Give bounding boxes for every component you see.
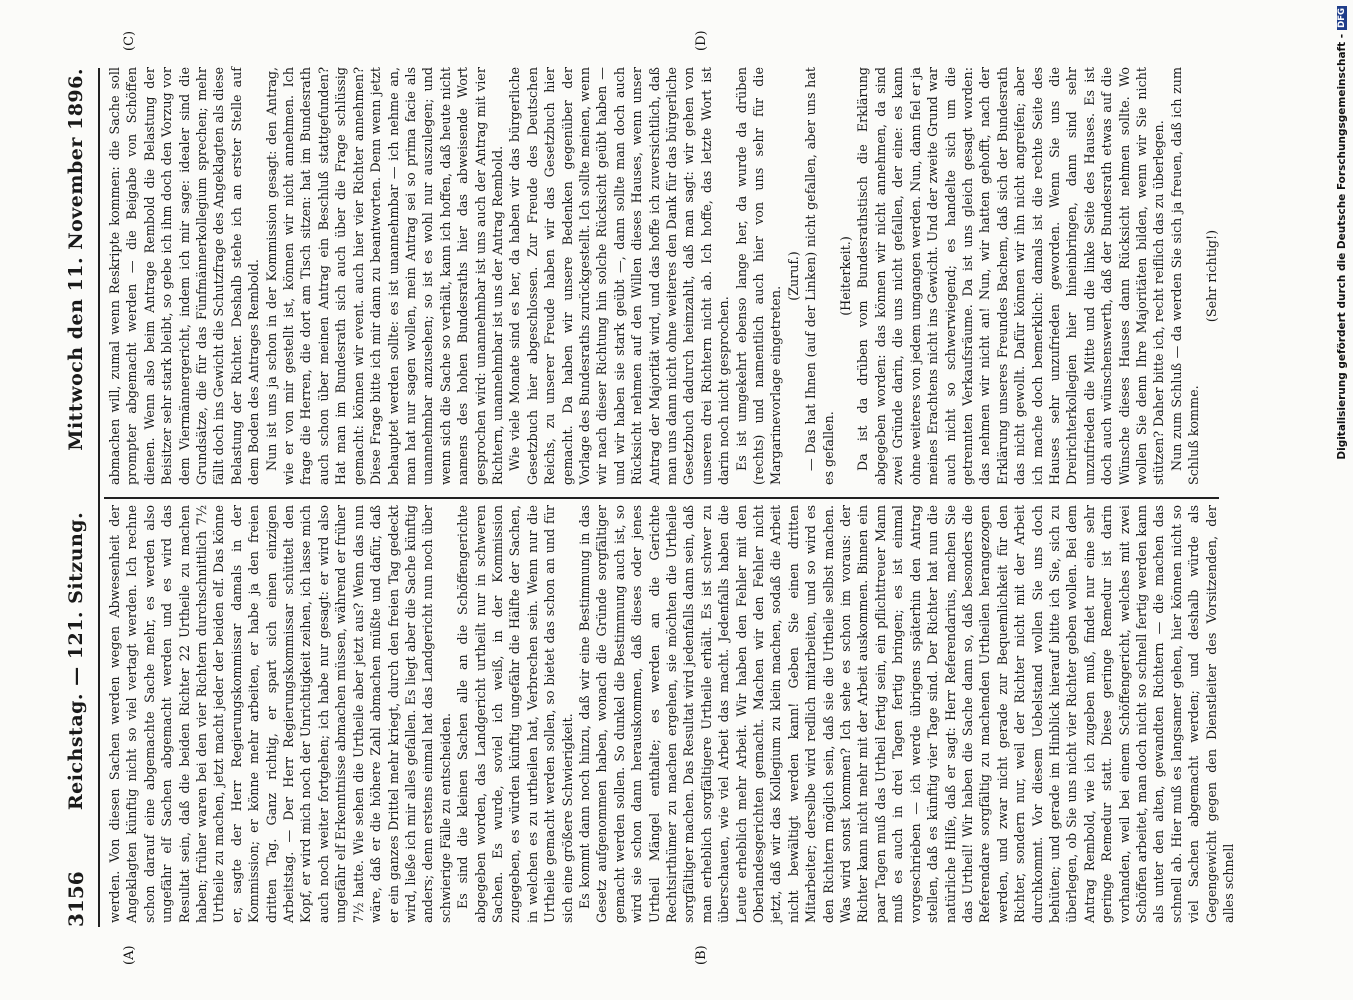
interjection: (Heiterkeit.)	[838, 236, 854, 316]
header-rule	[98, 68, 100, 927]
session-title: Reichstag. — 121. Sitzung.	[65, 511, 87, 811]
dfg-logo: DFG	[1337, 8, 1347, 28]
page-header	[56, 68, 96, 927]
session-date: Mittwoch den 11. November 1896.	[65, 68, 87, 451]
margin-mark-c: (C)	[122, 30, 137, 51]
digitization-text: Digitalisierung gefördert durch die Deutsche Forschungsgemeinschaft -	[1336, 33, 1348, 460]
paragraph: Wie viele Monate sind es her, da haben wir das bürgerliche Gesetzbuch hier abgeschlossen. Zur Freude des Deutschen Reichs, zu unserer Freude haben wir das Gesetzbuch hier gemacht. Da haben wir unsere Bedenken gegenüber der Vorlage des Bundesraths zurückgestellt. Ich sollte meinen, wenn wir nach dieser Richtung hin solche Rücksicht geübt haben — und wir haben sie stark geübt —, dann sollte man doch auch Rücksicht nehmen auf den Willen dieses Hauses, wenn unser Antrag der Majorität wird, und das hoffe ich zuversichtlich, daß man uns dann nicht ohne weiteres den Dank für das bürgerliche Gesetzbuch dadurch heimzahlt, daß man sagt: wir gehen von unseren drei Richtern nicht ab. Ich hoffe, das letzte Wort ist darin noch nicht gesprochen.	[507, 67, 732, 485]
paragraph: Da ist da drüben vom Bundesrathstisch die Erklärung abgegeben worden: das können wir nicht annehmen, da sind zwei Gründe darin, die uns nicht gefallen, der eine: es kann ohne weiteres von jedem umgangen werden. Nun, dann fiel er ja meines Erachtens nicht ins Gewicht. Und der zweite Grund war auch nicht so schwerwiegend; es handelte sich um die getrennten Verkaufsräume. Da ist uns gleich gesagt worden: das nehmen wir nicht an! Nun, wir hatten gehofft, nach der Erklärung unseres Freundes Bachem, daß sich der Bundesrath das nicht gewollt. Dafür können wir ihn nicht angreifen; aber ich mache doch bemerklich: damals ist die rechte Seite des Hauses sehr unzufrieden geworden. Wenn Sie uns die Dreirichterkollegien hier hineinbringen, dann sind sehr unzufrieden die Mitte und die linke Seite des Hauses. Es ist doch auch wünschenswerth, daß der Bundesrath etwas auf die Wünsche dieses Hauses dann Rücksicht nehmen sollte. Wo wollen Sie denn Ihre Majoritäten bilden, wenn wir Sie nicht stützen? Daher bitte ich, recht reiflich das zu überlegen.	[855, 67, 1167, 485]
left-text-column	[106, 505, 1236, 923]
interjection: (Sehr richtig!)	[1203, 229, 1219, 323]
paragraph: Nun ist uns ja schon in der Kommission gesagt: den Antrag, wie er von mir gestellt ist, können wir nicht annehmen. Ich frage die Herren, die dort am Tisch sitzen: hat im Bundesrath auch schon über meinen Antrag ein Beschluß stattgefunden? Hat man im Bundesrath sich auch über die Frage schlüssig gemacht: können wir event. auch hier vier Richter annehmen? Diese Frage bitte ich mir dann zu beantworten. Denn wenn jetzt behauptet werden sollte: es ist unannehmbar — ich nehme an, man hat nur sagen wollen, mein Antrag sei so prima facie als unannehmbar anzusehen; so ist es wohl nur auszulegen; und wenn sich die Sache so verhält, kann ich hoffen, daß heute nicht namens des hohen Bundesraths hier das abweisende Wort gesprochen wird: unannehmbar ist uns auch der Antrag mit vier Richtern, unannehmbar ist uns der Antrag Rembold.	[263, 67, 505, 485]
paragraph: Nun zum Schluß — da werden Sie sich ja freuen, daß ich zum Schluß komme.	[1168, 67, 1202, 485]
column-divider	[104, 497, 1219, 499]
paragraph: Es sind die kleinen Sachen alle an die Schöffengerichte abgegeben worden, das Landgericht urtheilt nur in schweren Sachen. Es wurde, soviel ich weiß, in der Kommission zugegeben, es würden künftig ungefähr die Hälfte der Sachen, in welchen es zu urtheilen hat, Verbrechen sein. Wenn nur die Urtheile gemacht werden sollen, so bietet das schon an und für sich eine größere Schwierigkeit.	[455, 505, 575, 923]
margin-mark-a: (A)	[122, 945, 137, 965]
paragraph: werden. Von diesen Sachen werden wegen Abwesenheit der Angeklagten künftig nicht so viel vertagt werden. Ich rechne schon darauf eine abgemachte Sache mehr, es werden also ungefähr elf Sachen abgemacht werden und es wird das Resultat sein, daß die beiden Richter 22 Urtheile zu machen haben; früher waren bei den vier Richtern durchschnittlich 7½ Urtheile zu machen, jetzt macht jeder der beiden elf. Das könne er, sagte der Herr Regierungskommissar damals in der Kommission; er könne mehr arbeiten, er habe ja den freien dritten Tag. Ganz richtig, er spart sich einen einzigen Arbeitstag. — Der Herr Regierungskommissar schüttelt den Kopf, er wird mich noch der Unrichtigkeit zeihen, ich lasse mich auch noch weiter fortgehen; ich habe nur gesagt: er wird also ungefähr elf Erkenntnisse abmachen müssen, während er früher 7½ hatte. Wie sehen die Urtheile aber jetzt aus? Wenn das nun wäre, daß er die höhere Zahl abmachen müßte und dafür, daß er ein ganzes Drittel mehr kriegt, durch den freien Tag gedeckt wird, ließe ich mir alles gefallen. Es liegt aber die Sache künftig anders; denn erstens einmal hat das Landgericht nun noch über schwierige Fälle zu entscheiden.	[107, 505, 453, 923]
digitization-sidebar	[1336, 0, 1353, 1000]
paragraph: Es kommt dann noch hinzu, daß wir eine Bestimmung in das Gesetz aufgenommen haben, wonach die Gründe sorgfältiger gemacht werden sollen. So dunkel die Bestimmung auch ist, so wird sie schon dann herauskommen, daß dieses oder jenes Urtheil Mängel enthalte; es werden an die Gerichte Rechtsirthümer zu machen ergehen, sie möchten die Urtheile sorgfältiger machen. Das Resultat wird jedenfalls dann sein, daß man erheblich sorgfältigere Urtheile erhält. Es ist schwer zu überschauen, wie viel Arbeit das macht. Jedenfalls haben die Leute erheblich mehr Arbeit. Wir haben den Fehler mit den Oberlandesgerichten gemacht. Machen wir den Fehler nicht jetzt, daß wir das Kollegium zu klein machen, sodaß die Arbeit nicht bewältigt werden kann! Geben Sie einen dritten Mitarbeiter; derselbe wird redlich mitarbeiten, und so wird es den Richtern möglich sein, daß sie die Urtheile selbst machen. Was wird sonst kommen? Ich sehe es schon im voraus: der Richter kann nicht mehr mit der Arbeit auskommen. Binnen ein paar Tagen muß das Urtheil fertig sein, ein pflichttreuer Mann muß es auch in drei Tagen fertig bringen; es ist einmal vorgeschrieben — ich werde übrigens späterhin den Antrag stellen, daß es künftig vier Tage sind. Der Richter hat nun die natürliche Hilfe, daß er sagt: Herr Referendarius, machen Sie das Urtheil! Wir haben die Sache dann so, daß besonders die Referendare sorgfältig zu machenden Urtheilen herangezogen werden, und zwar nicht gerade zur Bequemlichkeit für den Richter, sondern nur, weil der Richter nicht mit der Arbeit durchkommt. Vor diesem Uebelstand wollen Sie uns doch behüten; und gerade im Hinblick hierauf bitte ich Sie, sich zu überlegen, ob Sie uns nicht vier Richter geben wollen. Bei dem Antrag Rembold, wie ich zugeben muß, findet nur eine sehr geringe Remedur statt. Diese geringe Remedur ist darin vorhanden, weil bei einem Schöffengericht, welches mit zwei Schöffen arbeitet, man doch nicht so schnell fertig werden kann als unter den alten, gewandten Richtern — die machen das schnell ab. Hier muß es langsamer gehen, hier können nicht so viel Sachen abgemacht werden; und deshalb würde als Gegengewicht gegen den Dienstleiter des Vorsitzenden, der alles schnell	[576, 505, 1236, 923]
paragraph: Es ist umgekehrt ebenso lange her, da wurde da drüben (rechts) und namentlich auch hier von uns sehr für die Margarinevorlage eingetreten.	[733, 67, 784, 485]
page-number: 3156	[64, 871, 88, 927]
rotated-page-content	[54, 30, 1274, 965]
paragraph: — Das hat Ihnen (auf der Linken) nicht gefallen, aber uns hat es gefallen.	[803, 67, 836, 485]
right-text-column	[106, 67, 1218, 485]
paragraph: abmachen will, zumal wenn Reskripte kommen: die Sache soll prompter abgemacht werden — die Beigabe von Schöffen dienen. Wenn also beim Antrage Rembold die Belastung der Beisitzer sehr stark bleibt, so gebe ich ihm doch den Vorzug vor dem Viermännergericht, indem ich mir sage: idealer sind die Grundsätze, die für das Fünfmännerkollegium sprechen; mehr fällt doch ins Gewicht die Schutzfrage des Angeklagten als diese Belastung der Richter. Deshalb stehe ich an erster Stelle auf dem Boden des Antrages Rembold.	[107, 67, 262, 485]
digitization-note	[1336, 0, 1353, 1000]
margin-mark-d: (D)	[694, 30, 709, 51]
margin-mark-b: (B)	[694, 945, 709, 965]
interjection: (Zuruf.)	[785, 251, 801, 301]
